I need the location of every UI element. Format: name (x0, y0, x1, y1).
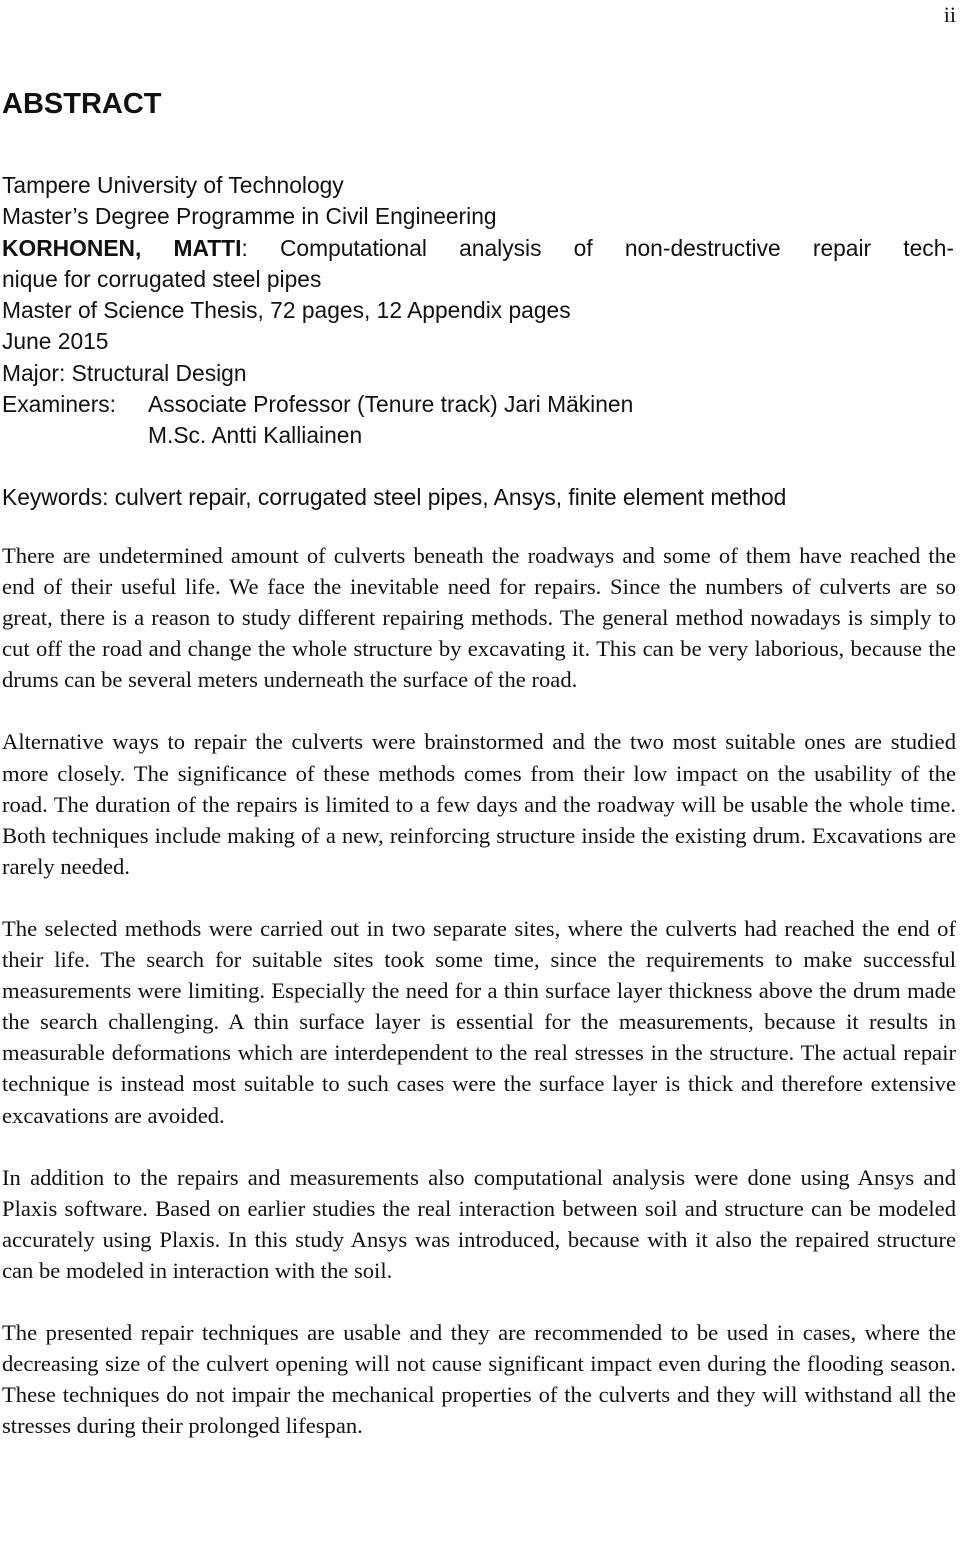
abstract-paragraph-5: The presented repair techniques are usable and they are recommended to be used in cases, where the decreasing size of the culvert opening will not cause significant impact even during the flooding season. These techniques do not impair the mechanical properties of the culverts and they will withstand all the stresses during their prolonged lifespan. (2, 1319, 956, 1439)
thesis-title-line-1 (2, 233, 954, 264)
examiners-label: Examiners: (2, 391, 117, 418)
thesis-title-line-2: nique for corrugated steel pipes (2, 265, 322, 292)
thesis-major: Major: Structural Design (2, 359, 247, 386)
keywords-line: Keywords: culvert repair, corrugated steel pipes, Ansys, finite element method (2, 484, 787, 510)
thesis-title-start: : Computational analysis of non-destructive repair tech- (241, 234, 954, 261)
abstract-paragraph-3: The selected methods were carried out in two separate sites, where the culverts had reached the end of their life. The search for suitable sites took some time, since the requirements to make successful measurements were limiting. Especially the need for a thin surface layer thickness above the drum made the search challenging. A thin surface layer is essential for the measurements, because it results in measurable deformations which are interdependent to the real stresses in the structure. The actual repair technique is instead most suitable to such cases were the surface layer is thick and therefore extensive excavations are avoided. (2, 915, 956, 1128)
abstract-paragraph-1: There are undetermined amount of culverts beneath the roadways and some of them have reached the end of their useful life. We face the inevitable need for repairs. Since the numbers of culverts are so great, there is a reason to study different repairing methods. The general method nowadays is simply to cut off the road and change the whole structure by excavating it. This can be very laborious, because the drums can be several meters underneath the surface of the road. (2, 543, 956, 693)
abstract-paragraph-4: In addition to the repairs and measurements also computational analysis were done using Ansys and Plaxis software. Based on earlier studies the real interaction between soil and structure can be modeled accurately using Plaxis. In this study Ansys was introduced, because with it also the repaired structure can be modeled in interaction with the soil. (2, 1164, 956, 1283)
university-name: Tampere University of Technology (2, 172, 344, 198)
examiner-1: Associate Professor (Tenure track) Jari Mäkinen (148, 391, 634, 418)
abstract-body (2, 540, 956, 1472)
author-name: KORHONEN, MATTI (2, 234, 242, 261)
thesis-metadata (2, 170, 954, 452)
degree-programme: Master’s Degree Programme in Civil Engineering (2, 203, 497, 230)
abstract-heading: ABSTRACT (2, 88, 162, 120)
examiners-row (2, 389, 954, 420)
thesis-date: June 2015 (2, 328, 109, 355)
examiner-2: M.Sc. Antti Kalliainen (148, 422, 363, 449)
thesis-info: Master of Science Thesis, 72 pages, 12 Appendix pages (2, 297, 571, 324)
page-number: ii (943, 2, 956, 27)
abstract-paragraph-2: Alternative ways to repair the culverts were brainstormed and the two most suitable ones are studied more closely. The significance of these methods comes from their low impact on the usability of the road. The duration of the repairs is limited to a few days and the roadway will be usable the whole time. Both techniques include making of a new, reinforcing structure inside the existing drum. Excavations are rarely needed. (2, 729, 956, 879)
